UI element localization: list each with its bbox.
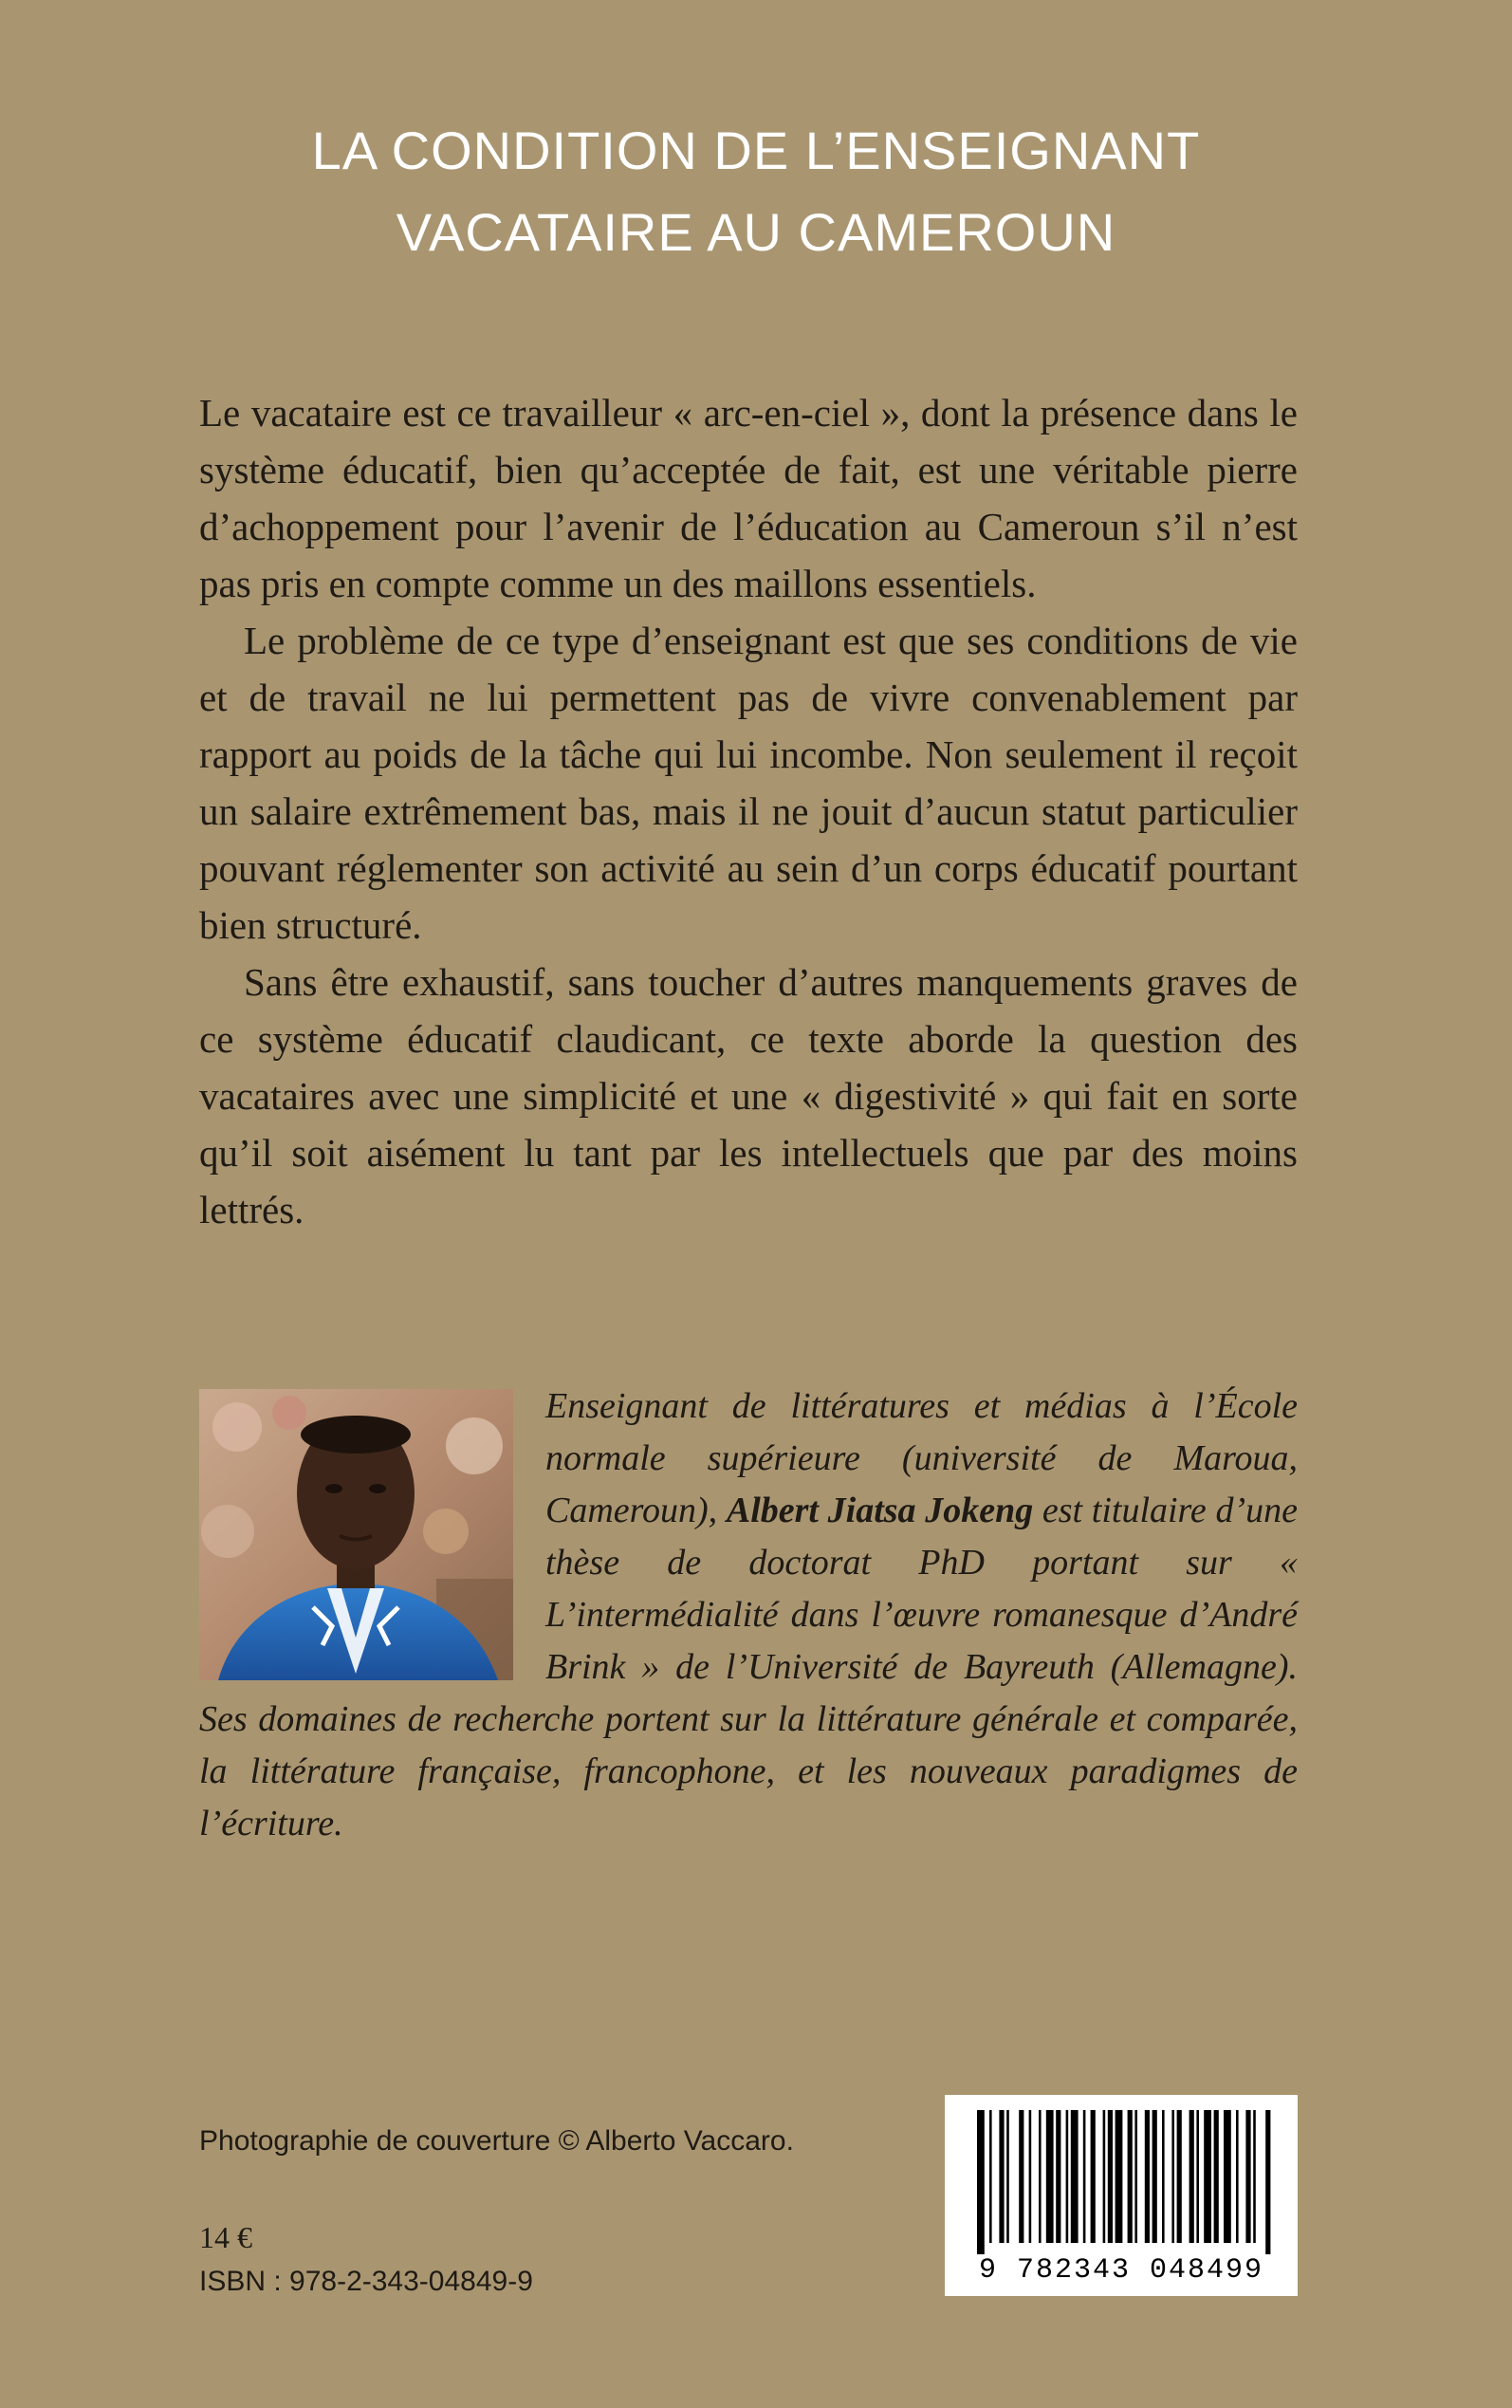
isbn: ISBN : 978-2-343-04849-9 <box>199 2266 533 2297</box>
blurb-paragraph-1: Le vacataire est ce travailleur « arc-en-ciel », dont la présence dans le système éducatif, bien qu’acceptée de fait, est une véritable pierre d’achoppement pour l’avenir de l’éducation au Cameroun s’il n’est pas pris en compte comme un des maillons essentiels. <box>199 391 1298 605</box>
blurb-paragraph-2: Le problème de ce type d’enseignant est que ses conditions de vie et de travail ne lui permettent pas de vivre convenablement par rapport au poids de la tâche qui lui incombe. Non seulement il reçoit un salaire extrêmement bas, mais il ne jouit d’aucun statut particulier pouvant réglementer son activité au sein d’un corps éducatif pourtant bien structuré. <box>199 619 1298 947</box>
book-title <box>0 110 1512 273</box>
title-line-1: LA CONDITION DE L’ENSEIGNANT <box>311 120 1201 180</box>
bio-text-before: Enseignant de littératures et médias à l’École normale supérieure (université de Maroua, Cameroun), <box>545 1386 1298 1530</box>
price: 14 € <box>199 2220 252 2254</box>
author-name: Albert Jiatsa Jokeng <box>726 1491 1034 1530</box>
photo-credit: Photographie de couverture © Alberto Vaccaro. <box>199 2125 794 2157</box>
author-bio <box>199 1380 1298 1850</box>
blurb-paragraph-3: Sans être exhaustif, sans toucher d’autres manquements graves de ce système éducatif claudicant, ce texte aborde la question des vacataires avec une simplicité et une « digestivité » qui fait en sorte qu’il soit aisément lu tant par les intellectuels que par des moins lettrés. <box>199 960 1298 1232</box>
barcode <box>945 2095 1298 2296</box>
bio-text-after: est titulaire d’une thèse de doctorat PhD portant sur « L’intermédialité dans l’œuvre romanesque d’André Brink » de l’Université de Bayreuth (Allemagne). Ses domaines de recherche portent sur la littérature générale et comparée, la littérature française, francophone, et les nouveaux paradigmes de l’écriture. <box>199 1491 1298 1843</box>
blurb <box>199 384 1298 1238</box>
barcode-digits: 9 782343 048499 <box>978 2254 1264 2287</box>
title-line-2: VACATAIRE AU CAMEROUN <box>396 202 1116 262</box>
